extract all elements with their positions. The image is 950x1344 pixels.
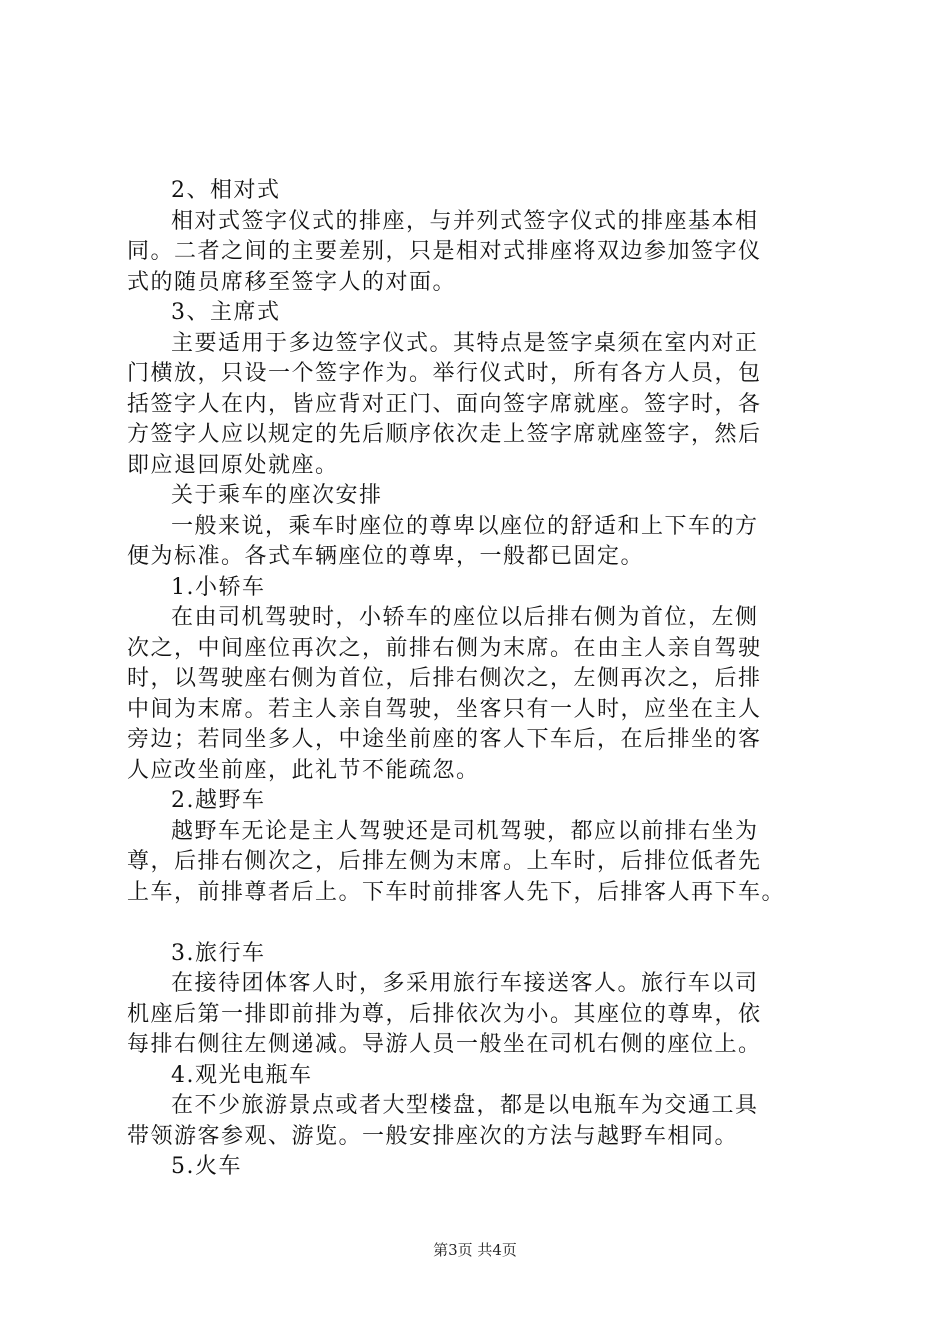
text-line: 2.越野车 [171,788,266,813]
text-line: 式的随员席移至签字人的对面。 [127,269,457,295]
text-line: 1.小轿车 [171,574,266,600]
text-line: 每排右侧往左侧递减。导游人员一般坐在司机右侧的座位上。 [127,1032,762,1057]
text-line: 旁边；若同坐多人，中途坐前座的客人下车后，在后排坐的客 [127,727,762,752]
text-line: 在由司机驾驶时，小轿车的座位以后排右侧为首位，左侧 [171,605,759,630]
text-line: 门横放，只设一个签字作为。举行仪式时，所有各方人员，包 [127,361,762,386]
text-line: 机座后第一排即前排为尊，后排依次为小。其座位的尊卑，依 [127,1001,762,1027]
text-line: 3、主席式 [171,300,281,325]
text-line: 带领游客参观、游览。一般安排座次的方法与越野车相同。 [127,1123,739,1149]
text-line: 次之，中间座位再次之，前排右侧为末席。在由主人亲自驾驶 [127,635,762,661]
text-line: 括签字人在内，皆应背对正门、面向签字席就座。签字时，各 [127,391,762,417]
text-line: 便为标准。各式车辆座位的尊卑，一般都已固定。 [127,544,645,569]
text-line: 时，以驾驶座右侧为首位，后排右侧次之，左侧再次之，后排 [127,666,762,691]
text-line: 越野车无论是主人驾驶还是司机驾驶，都应以前排右坐为 [171,818,759,844]
page-footer: 第3页 共4页 [433,1241,517,1259]
text-line: 4.观光电瓶车 [171,1062,313,1088]
text-line: 5.火车 [171,1154,242,1179]
text-line: 同。二者之间的主要差别，只是相对式排座将双边参加签字仪 [127,239,762,264]
text-line: 3.旅行车 [171,940,266,966]
text-line: 在接待团体客人时，多采用旅行车接送客人。旅行车以司 [171,971,759,996]
text-line: 相对式签字仪式的排座，与并列式签字仪式的排座基本相 [171,208,759,234]
text-line: 即应退回原处就座。 [127,452,339,478]
blank-line [127,908,835,939]
text-line: 方签字人应以规定的先后顺序依次走上签字席就座签字，然后 [127,422,762,447]
text-line: 尊，后排右侧次之，后排左侧为末席。上车时，后排位低者先 [127,849,762,874]
text-line: 中间为末席。若主人亲自驾驶，坐客只有一人时，应坐在主人 [127,696,762,722]
text-line: 在不少旅游景点或者大型楼盘，都是以电瓶车为交通工具 [171,1093,759,1118]
text-line: 上车，前排尊者后上。下车时前排客人先下，后排客人再下车。 [127,879,786,905]
text-line: 主要适用于多边签字仪式。其特点是签字桌须在室内对正 [171,330,759,356]
text-line: 2、相对式 [171,178,281,203]
text-line: 一般来说，乘车时座位的尊卑以座位的舒适和上下车的方 [171,513,759,539]
text-line: 人应改坐前座，此礼节不能疏忽。 [127,757,480,783]
text-line: 关于乘车的座次安排 [171,483,383,508]
document-body [127,176,835,1183]
